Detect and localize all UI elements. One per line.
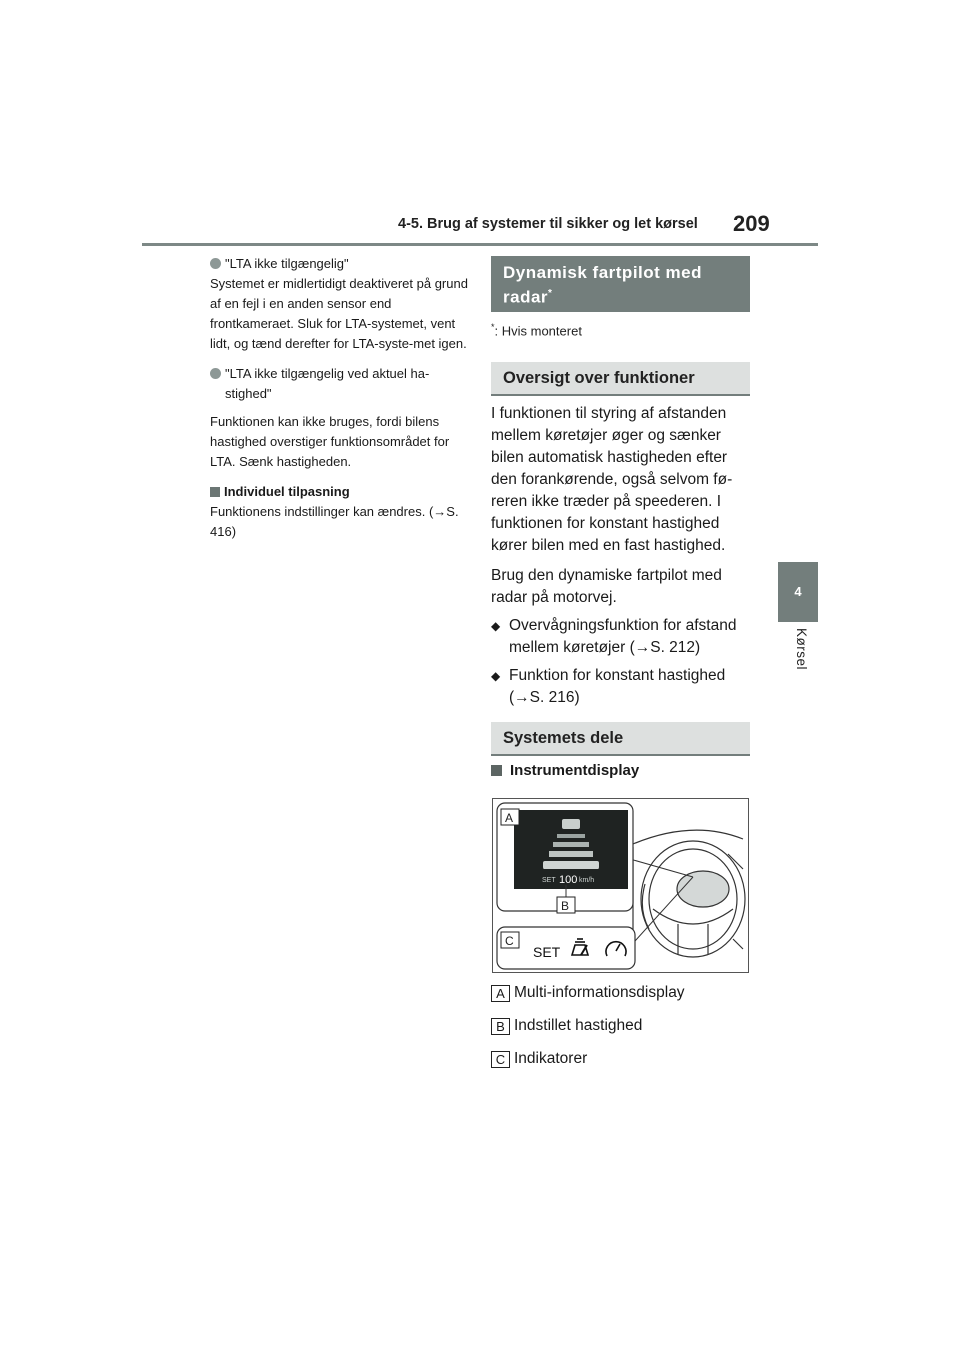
diamond-bullet-icon: ◆ bbox=[491, 669, 501, 683]
instrument-illustration bbox=[493, 799, 750, 974]
list-item bbox=[210, 254, 472, 274]
item-body: Funktionen kan ikke bruges, fordi bilens hastighed overstiger funktionsområdet for LTA. Sænk hastigheden. bbox=[210, 414, 450, 469]
list-item bbox=[491, 615, 753, 659]
item-title: "LTA ikke tilgængelig" bbox=[225, 256, 349, 271]
callout-a: A bbox=[505, 811, 514, 825]
legend-text: Indikatorer bbox=[514, 1050, 588, 1067]
legend-item-a bbox=[491, 984, 685, 1002]
chapter-label: Kørsel bbox=[794, 628, 809, 671]
legend-text: Indstillet hastighed bbox=[514, 1017, 643, 1034]
paragraph: I funktionen til styring af afstanden mellem køretøjer øger og sænker bilen automatisk hastigheden efter den forankørende, også selvom fø-reren ikke træder på speederen. I funktionen for konstant hastighed kører bilen med en fast hastighed. bbox=[491, 405, 733, 554]
paragraph: Brug den dynamiske fartpilot med radar på motorvej. bbox=[491, 567, 722, 606]
section-title bbox=[491, 256, 750, 312]
callout-c: C bbox=[505, 934, 514, 948]
diamond-bullet-icon: ◆ bbox=[491, 619, 501, 633]
list-item-text: Funktion for konstant hastighed (→S. 216) bbox=[509, 667, 726, 706]
item-body: Systemet er midlertidigt deaktiveret på grund af en fejl i en anden sensor end frontkameraet. Sluk for LTA-systemet, vent lidt, og tænd derefter for LTA-syste-met igen. bbox=[210, 276, 468, 351]
overview-body bbox=[491, 403, 753, 709]
footnote bbox=[491, 322, 582, 338]
subheading bbox=[210, 482, 472, 502]
left-column bbox=[210, 254, 472, 542]
callout-b: B bbox=[561, 899, 570, 913]
legend-item-b bbox=[491, 1017, 642, 1035]
legend-item-c bbox=[491, 1050, 587, 1068]
subheading bbox=[491, 762, 639, 779]
footnote-mark: * bbox=[491, 322, 495, 332]
bullet-icon bbox=[210, 368, 221, 379]
list-item bbox=[210, 364, 472, 404]
page-number: 209 bbox=[733, 211, 770, 236]
legend-text: Multi-informationsdisplay bbox=[514, 984, 685, 1001]
item-body: Funktionens indstillinger kan ændres. (→S. 416) bbox=[210, 504, 459, 539]
instrument-display-figure bbox=[492, 798, 749, 973]
square-bullet-icon bbox=[491, 765, 502, 776]
display-set-label: SET bbox=[542, 877, 556, 884]
display-speed-unit: km/h bbox=[579, 877, 595, 884]
legend-key: A bbox=[491, 985, 510, 1002]
section-title-text: Dynamisk fartpilot med radar bbox=[503, 263, 702, 307]
subsection-title-overview: Oversigt over funktioner bbox=[491, 362, 750, 396]
steering-wheel-icon bbox=[633, 830, 745, 959]
legend-key: B bbox=[491, 1018, 510, 1035]
subheading-text: Individuel tilpasning bbox=[224, 484, 350, 499]
bullet-icon bbox=[210, 258, 221, 269]
list-item bbox=[491, 665, 753, 709]
legend-key: C bbox=[491, 1051, 510, 1068]
header-rule bbox=[142, 243, 818, 246]
list-item-text: Overvågningsfunktion for afstand mellem køretøjer (→S. 212) bbox=[509, 617, 737, 656]
set-indicator: SET bbox=[533, 944, 561, 960]
subsection-title-parts: Systemets dele bbox=[491, 722, 750, 756]
display-speed-value: 100 bbox=[559, 874, 578, 886]
footnote-text: : Hvis monteret bbox=[494, 323, 582, 339]
chapter-tab: 4 bbox=[778, 562, 818, 622]
square-bullet-icon bbox=[210, 487, 220, 497]
item-title: "LTA ikke tilgængelig ved aktuel ha-stighed" bbox=[225, 366, 430, 401]
subheading-text: Instrumentdisplay bbox=[510, 762, 640, 779]
running-header: 4-5. Brug af systemer til sikker og let kørsel bbox=[398, 216, 698, 232]
section-title-mark: * bbox=[548, 288, 553, 299]
